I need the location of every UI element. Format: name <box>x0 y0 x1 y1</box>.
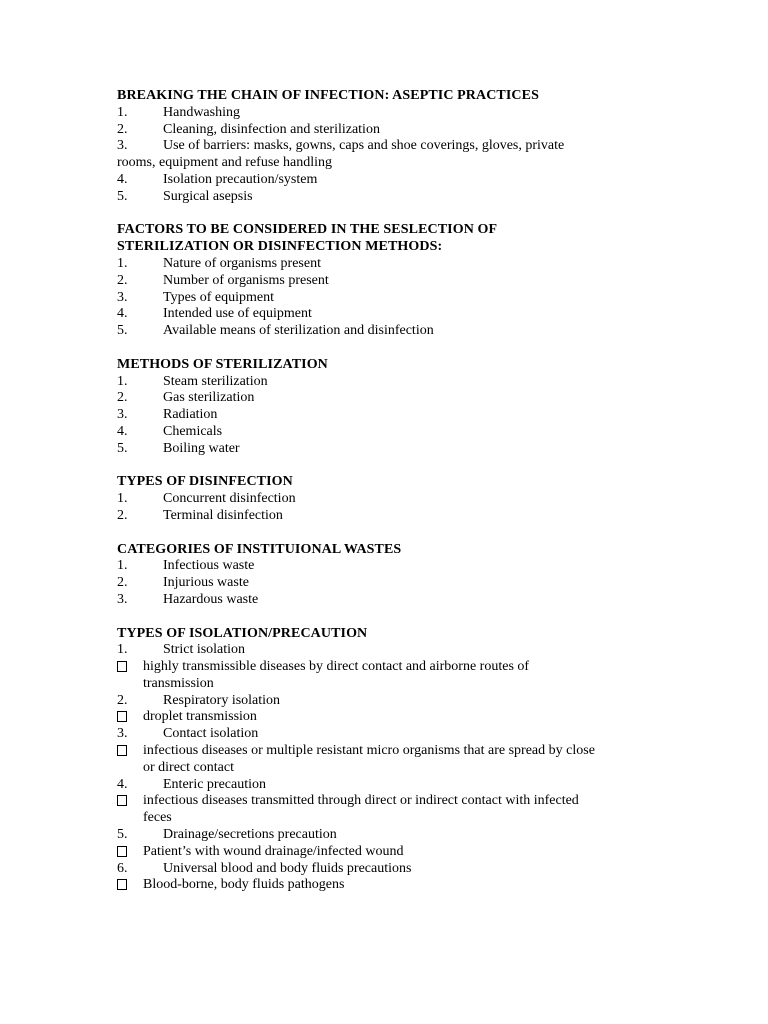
checkbox-icon <box>117 844 143 861</box>
bullet-item <box>117 793 637 827</box>
item-number: 3. <box>117 138 128 154</box>
item-text: Handwashing <box>163 104 240 120</box>
checkbox-icon <box>117 877 143 894</box>
item-text: Surgical asepsis <box>163 188 253 204</box>
item-number: 4. <box>117 423 128 439</box>
item-number: 2. <box>117 121 128 137</box>
list-item <box>117 172 637 189</box>
item-text: Intended use of equipment <box>163 306 312 322</box>
list-item <box>117 273 637 290</box>
item-text: Terminal disinfection <box>163 507 283 523</box>
item-text: Universal blood and body fluids precautions <box>163 860 412 876</box>
list-item <box>117 256 637 273</box>
item-number: 2. <box>117 692 128 708</box>
bullet-item <box>117 743 637 777</box>
bullet-item <box>117 659 637 693</box>
item-number: 3. <box>117 289 128 305</box>
item-text: Drainage/secretions precaution <box>163 827 337 843</box>
item-text: Nature of organisms present <box>163 255 321 271</box>
bullet-text: infectious diseases transmitted through direct or indirect contact with infected <box>143 793 579 809</box>
list-item <box>117 323 637 340</box>
item-number: 1. <box>117 642 128 658</box>
section-waste-categories <box>117 542 637 609</box>
item-text: Number of organisms present <box>163 272 329 288</box>
list-item <box>117 592 637 609</box>
section-selection-factors <box>117 222 637 340</box>
list-item <box>117 374 637 391</box>
list-item <box>117 306 637 323</box>
list-item <box>117 777 637 794</box>
item-number: 3. <box>117 726 128 742</box>
checkbox-icon <box>117 659 143 676</box>
list-item <box>117 290 637 307</box>
bullet-text-continuation: or direct contact <box>143 759 234 775</box>
item-number: 1. <box>117 104 128 120</box>
list-item <box>117 189 637 206</box>
list-item <box>117 827 637 844</box>
section-heading: CATEGORIES OF INSTITUIONAL WASTES <box>117 541 402 557</box>
list-item <box>117 407 637 424</box>
item-text: Boiling water <box>163 440 240 456</box>
item-number: 3. <box>117 591 128 607</box>
item-text: Concurrent disinfection <box>163 491 296 507</box>
item-text: Infectious waste <box>163 558 255 574</box>
list-item <box>117 693 637 710</box>
section-heading: TYPES OF ISOLATION/PRECAUTION <box>117 625 368 641</box>
item-number: 4. <box>117 306 128 322</box>
bullet-text: infectious diseases or multiple resistant micro organisms that are spread by close <box>143 743 595 759</box>
section-sterilization-methods <box>117 357 637 458</box>
item-number: 5. <box>117 827 128 843</box>
item-number: 2. <box>117 507 128 523</box>
item-text: Isolation precaution/system <box>163 171 318 187</box>
item-number: 4. <box>117 171 128 187</box>
item-text-continuation: rooms, equipment and refuse handling <box>117 155 333 171</box>
section-heading-line2: STERILIZATION OR DISINFECTION METHODS: <box>117 239 443 255</box>
bullet-text-continuation: feces <box>143 810 172 826</box>
item-number: 6. <box>117 860 128 876</box>
checkbox-icon <box>117 793 143 810</box>
item-text: Types of equipment <box>163 289 274 305</box>
checkbox-icon <box>117 709 143 726</box>
item-number: 3. <box>117 407 128 423</box>
document-page <box>117 88 637 911</box>
item-text: Gas sterilization <box>163 390 255 406</box>
item-number: 2. <box>117 390 128 406</box>
list-item <box>117 122 637 139</box>
list-item <box>117 508 637 525</box>
item-text: Radiation <box>163 407 218 423</box>
list-item <box>117 390 637 407</box>
item-text: Use of barriers: masks, gowns, caps and shoe coverings, gloves, private <box>163 138 565 154</box>
item-text: Enteric precaution <box>163 776 267 792</box>
section-disinfection-types <box>117 474 637 524</box>
section-heading: TYPES OF DISINFECTION <box>117 474 293 490</box>
list-item <box>117 105 637 122</box>
list-item <box>117 441 637 458</box>
list-item <box>117 726 637 743</box>
item-number: 2. <box>117 575 128 591</box>
item-number: 5. <box>117 440 128 456</box>
bullet-item <box>117 709 637 726</box>
item-text: Steam sterilization <box>163 373 268 389</box>
section-aseptic-practices <box>117 88 637 206</box>
item-text: Cleaning, disinfection and sterilization <box>163 121 380 137</box>
item-text: Hazardous waste <box>163 591 259 607</box>
bullet-text: highly transmissible diseases by direct contact and airborne routes of <box>143 659 530 675</box>
item-number: 5. <box>117 188 128 204</box>
list-item <box>117 558 637 575</box>
bullet-text: Blood-borne, body fluids pathogens <box>143 877 345 893</box>
bullet-text: Patient’s with wound drainage/infected wound <box>143 843 404 859</box>
item-number: 2. <box>117 272 128 288</box>
item-number: 4. <box>117 776 128 792</box>
section-heading: BREAKING THE CHAIN OF INFECTION: ASEPTIC PRACTICES <box>117 88 539 103</box>
bullet-text: droplet transmission <box>143 709 257 725</box>
item-text: Injurious waste <box>163 575 249 591</box>
list-item <box>117 491 637 508</box>
item-text: Strict isolation <box>163 642 246 658</box>
list-item <box>117 424 637 441</box>
checkbox-icon <box>117 743 143 760</box>
item-text: Chemicals <box>163 423 223 439</box>
item-number: 1. <box>117 491 128 507</box>
item-number: 1. <box>117 255 128 271</box>
item-number: 1. <box>117 558 128 574</box>
section-isolation-types <box>117 626 637 895</box>
bullet-text-continuation: transmission <box>143 675 214 691</box>
bullet-item <box>117 877 637 894</box>
bullet-item <box>117 844 637 861</box>
item-number: 5. <box>117 323 128 339</box>
item-text: Available means of sterilization and disinfection <box>163 323 434 339</box>
list-item <box>117 861 637 878</box>
list-item <box>117 575 637 592</box>
list-item <box>117 642 637 659</box>
item-number: 1. <box>117 373 128 389</box>
section-heading: METHODS OF STERILIZATION <box>117 356 328 372</box>
section-heading: FACTORS TO BE CONSIDERED IN THE SESLECTION OF <box>117 222 498 238</box>
list-item <box>117 138 637 155</box>
item-text: Contact isolation <box>163 726 259 742</box>
item-text: Respiratory isolation <box>163 692 281 708</box>
